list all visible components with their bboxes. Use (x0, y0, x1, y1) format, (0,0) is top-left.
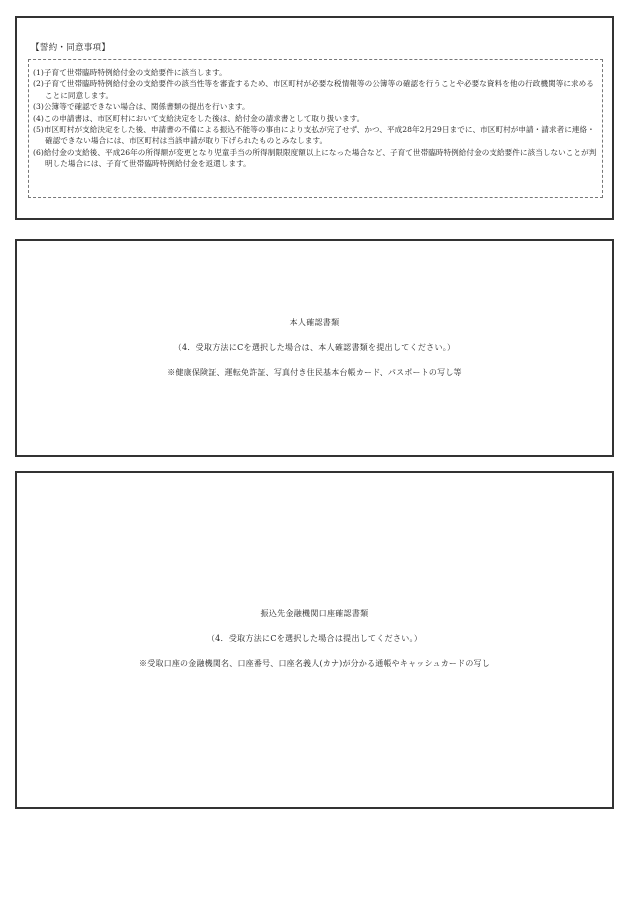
pledge-item-2: (2)子育て世帯臨時特例給付金の支給要件の該当性等を審査するため、市区町村が必要な税情報等の公簿等の確認を行うことや必要な資料を他の行政機関等に求めることに同意します。 (33, 79, 594, 100)
identity-docs-title: 本人確認書類 (289, 318, 340, 327)
pledge-section (15, 16, 614, 220)
bank-docs-section (15, 471, 614, 809)
pledge-item-5: (5)市区町村が支給決定をした後、申請書の不備による振込不能等の事由により支払が完了せず、かつ、平成28年2月29日までに、市区町村が申請・請求者に連絡・確認できない場合には、市区町村は当該申請が取り下げられたものとみなします。 (33, 125, 595, 146)
bank-docs-title: 振込先金融機関口座確認書類 (260, 609, 369, 618)
pledge-heading: 【誓約・同意事項】 (31, 43, 111, 53)
pledge-list (28, 59, 603, 198)
identity-docs-condition: （4．受取方法にCを選択した場合は、本人確認書類を提出してください。） (173, 343, 456, 352)
bank-docs-note: ※受取口座の金融機関名、口座番号、口座名義人(カナ)が分かる通帳やキャッシュカードの写し (139, 659, 490, 668)
identity-docs-note: ※健康保険証、運転免許証、写真付き住民基本台帳カード、パスポートの写し等 (167, 368, 462, 377)
bank-docs-condition: （4．受取方法にCを選択した場合は提出してください。） (206, 634, 423, 643)
pledge-item-4: (4)この申請書は、市区町村において支給決定をした後は、給付金の請求書として取り扱います。 (33, 113, 365, 123)
pledge-item-6: (6)給付金の支給後、平成26年の所得額が変更となり児童手当の所得制限限度額以上になった場合など、子育て世帯臨時特例給付金の支給要件に該当しないことが判明した場合には、子育て世帯臨時特例給付金を返還します。 (33, 147, 597, 169)
identity-docs-section (15, 239, 614, 457)
pledge-item-1: (1)子育て世帯臨時特例給付金の支給要件に該当します。 (33, 68, 227, 77)
pledge-item-3: (3)公簿等で確認できない場合は、関係書類の提出を行います。 (33, 102, 250, 112)
